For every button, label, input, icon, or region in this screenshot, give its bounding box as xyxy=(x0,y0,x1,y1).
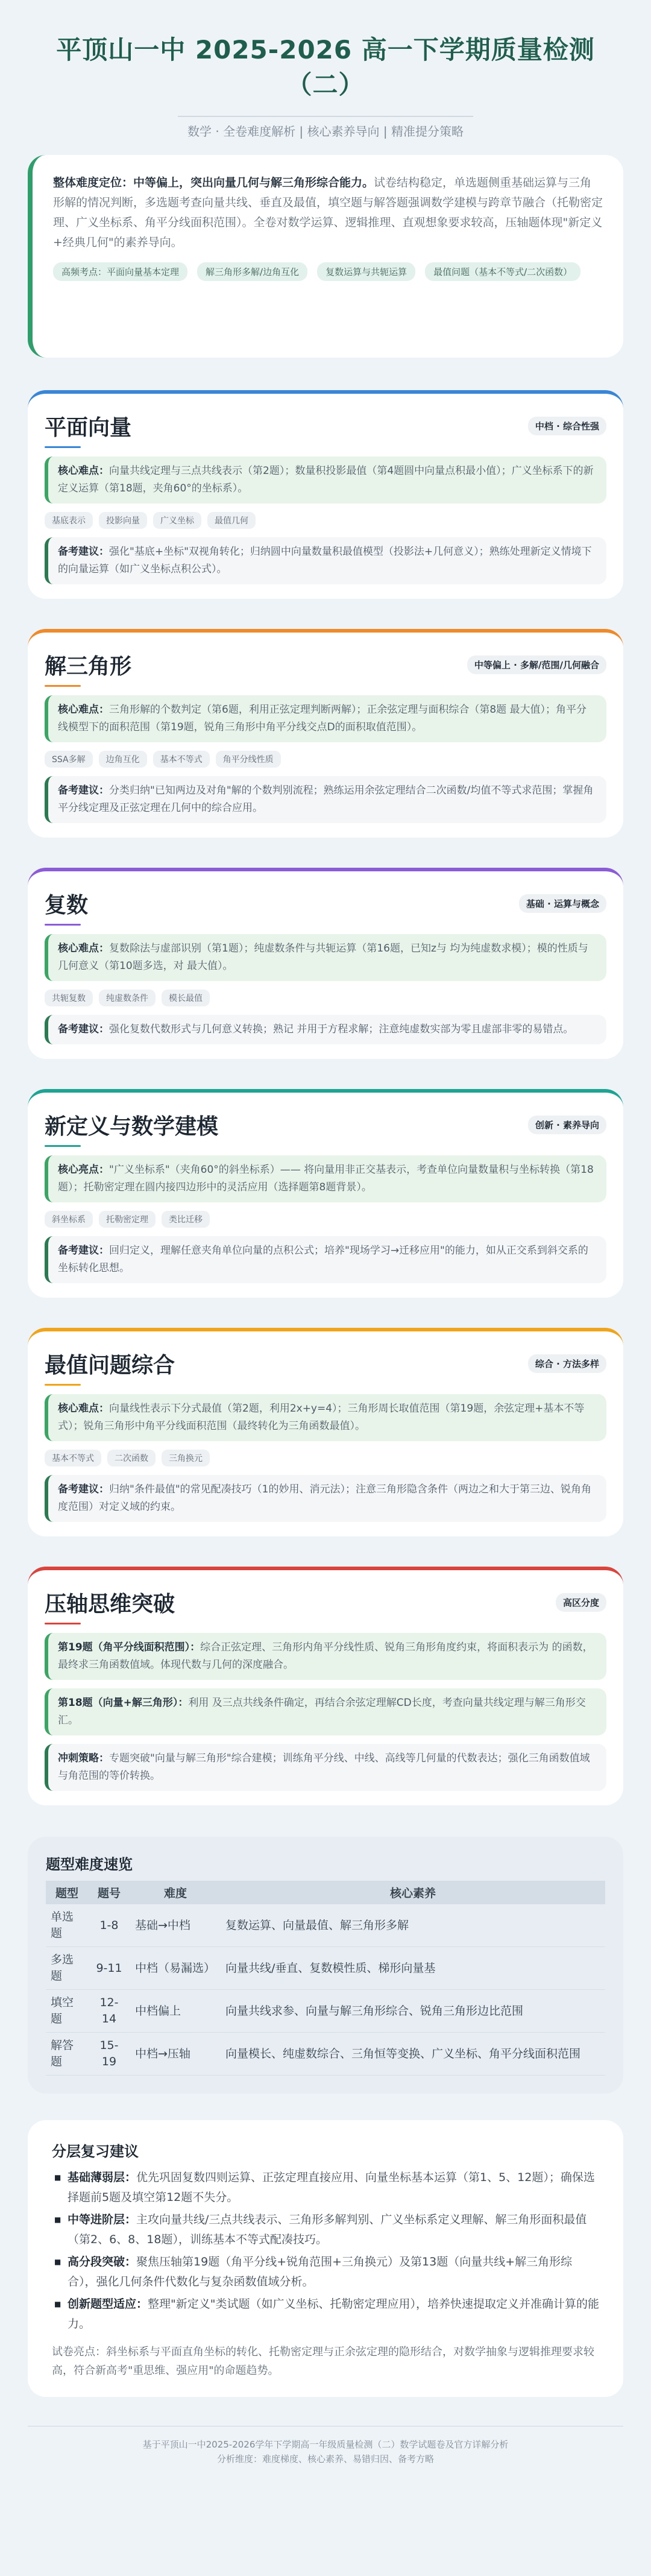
strategy-item-label: 中等进阶层： xyxy=(68,2213,137,2226)
difficulty-table-card xyxy=(28,1837,623,2094)
page-header xyxy=(28,24,623,139)
difficulty-box xyxy=(45,934,606,981)
table-header: 难度 xyxy=(130,1881,221,1904)
section-underline xyxy=(45,1384,81,1386)
question-label: 第18题（向量+解三角形）： xyxy=(58,1697,189,1709)
footer-line: 分析维度：难度梯度、核心素养、易错归因、备考方略 xyxy=(216,2454,434,2464)
overview-tag: 复数运算与共轭运算 xyxy=(317,262,415,281)
strategy-item xyxy=(52,2252,599,2292)
section-title: 平面向量 xyxy=(45,415,132,440)
chip-row xyxy=(45,751,606,768)
strategy-item-label: 创新题型适应： xyxy=(68,2297,148,2311)
chip: 广义坐标 xyxy=(153,512,201,529)
suggestion-box xyxy=(45,537,606,584)
suggestion-label: 备考建议： xyxy=(58,546,109,558)
overview-text xyxy=(53,173,603,253)
question-19-box xyxy=(45,1633,606,1680)
strategy-item-label: 高分段突破： xyxy=(68,2255,137,2268)
suggestion-text: 分类归纳"已知两边及对角"解的个数判别流程；熟练运用余弦定理结合二次函数/均值不等式求范围；掌握角平分线定理及正弦定理在几何中的综合应用。 xyxy=(58,784,594,814)
chip-row xyxy=(45,990,606,1006)
overview-body: 试卷结构稳定，单选题侧重基础运算与三角形解的情况判断，多选题考查向量共线、垂直及最值，填空题与解答题强调数学建模与跨章节融合（托勒密定理、广义坐标系、角平分线面积范围）。全卷对数学运算、逻辑推理、直观想象要求较高，压轴题体现"新定义+经典几何"的素养导向。 xyxy=(53,176,603,249)
suggestion-label: 备考建议： xyxy=(58,1245,109,1257)
overview-lead: 整体难度定位：中等偏上，突出向量几何与解三角形综合能力。 xyxy=(53,176,374,189)
chip: 基本不等式 xyxy=(45,1450,101,1466)
chip: 类比迁移 xyxy=(162,1211,210,1228)
section-underline xyxy=(45,1145,81,1147)
table-row xyxy=(46,2033,605,2076)
difficulty-box xyxy=(45,1394,606,1441)
difficulty-box xyxy=(45,695,606,742)
table-cell: 填空题 xyxy=(46,1990,88,2033)
chip-row xyxy=(45,1211,606,1228)
strategy-item-text: 主攻向量共线/三点共线表示、三角形多解判别、广义坐标系定义理解、解三角形面积最值（第2、6、8、18题），训练基本不等式配凑技巧。 xyxy=(68,2213,587,2246)
section-underline xyxy=(45,446,81,448)
table-header: 题号 xyxy=(88,1881,130,1904)
section-modeling xyxy=(28,1089,623,1298)
chip: 角平分线性质 xyxy=(216,751,281,768)
difficulty-box xyxy=(45,456,606,504)
difficulty-text: 复数除法与虚部识别（第1题）；纯虚数条件与共轭运算（第16题，已知z与 均为纯虚数求模）；模的性质与几何意义（第10题多选，对 最大值）。 xyxy=(58,942,588,972)
highlight-text: "广义坐标系"（夹角60°的斜坐标系）—— 将向量用非正交基表示，考查单位向量数量积与坐标转换（第18题）；托勒密定理在圆内接四边形中的灵活应用（选择题第8题背景）。 xyxy=(58,1164,594,1193)
table-cell: 向量共线求参、向量与解三角形综合、锐角三角形边比范围 xyxy=(221,1990,605,2033)
table-cell: 向量模长、纯虚数综合、三角恒等变换、广义坐标、角平分线面积范围 xyxy=(221,2033,605,2076)
section-title: 压轴思维突破 xyxy=(45,1592,175,1617)
table-cell: 多选题 xyxy=(46,1947,88,1990)
table-row xyxy=(46,1904,605,1947)
strategy-label: 冲刺策略： xyxy=(58,1752,109,1764)
strategy-item xyxy=(52,2210,599,2250)
question-text: 综合正弦定理、三角形内角平分线性质、锐角三角形角度约束，将面积表示为 的函数，最终求三角函数值域。体现代数与几何的深度融合。 xyxy=(58,1641,593,1671)
chip: 最值几何 xyxy=(207,512,256,529)
suggestion-label: 备考建议： xyxy=(58,1023,109,1035)
section-underline xyxy=(45,685,81,687)
table-header-row xyxy=(46,1881,605,1904)
page-footer xyxy=(28,2426,623,2466)
table-title: 题型难度速览 xyxy=(46,1856,133,1873)
suggestion-label: 备考建议： xyxy=(58,1483,109,1495)
strategy-item-text: 聚焦压轴第19题（角平分线+锐角范围+三角换元）及第13题（向量共线+解三角形综合），强化几何条件代数化与复杂函数值域分析。 xyxy=(68,2255,573,2288)
highlight-label: 核心亮点： xyxy=(58,1164,109,1176)
strategy-item xyxy=(52,2168,599,2208)
section-title: 解三角形 xyxy=(45,654,132,679)
strategy-closing: 试卷亮点：斜坐标系与平面直角坐标的转化、托勒密定理与正余弦定理的隐形结合，对数学抽象与逻辑推理要求较高，符合新高考"重思维、强应用"的命题趋势。 xyxy=(52,2346,594,2377)
section-underline xyxy=(45,924,81,926)
strategy-item-label: 基础薄弱层： xyxy=(68,2171,137,2184)
chip: 基本不等式 xyxy=(153,751,210,768)
section-triangle xyxy=(28,629,623,838)
suggestion-label: 备考建议： xyxy=(58,784,109,797)
page-subtitle: 数学 · 全卷难度解析 | 核心素养导向 | 精准提分策略 xyxy=(178,116,473,139)
suggestion-box xyxy=(45,1236,606,1283)
chip-row xyxy=(45,1450,606,1466)
chip: 共轭复数 xyxy=(45,990,93,1006)
suggestion-box xyxy=(45,1475,606,1522)
suggestion-box xyxy=(45,1015,606,1044)
suggestion-text: 回归定义，理解任意夹角单位向量的点积公式；培养"现场学习→迁移应用"的能力，如从正交系到斜交系的坐标转化思想。 xyxy=(58,1245,588,1274)
difficulty-text: 三角形解的个数判定（第6题，利用正弦定理判断两解）；正余弦定理与面积综合（第8题 最大值）；角平分线模型下的面积范围（第19题，锐角三角形中角平分线交点D的面积取值范围）。 xyxy=(58,704,587,733)
section-underline xyxy=(45,1623,81,1624)
difficulty-text: 向量共线定理与三点共线表示（第2题）；数量积投影最值（第4题圆中向量点积最小值）；广义坐标系下的新定义运算（第18题，夹角60°的坐标系）。 xyxy=(58,465,594,494)
section-vector xyxy=(28,390,623,599)
section-badge: 高区分度 xyxy=(556,1593,606,1612)
suggestion-text: 强化"基底+坐标"双视角转化；归纳圆中向量数量积最值模型（投影法+几何意义）；熟练处理新定义情境下的向量运算（如广义坐标点积公式）。 xyxy=(58,546,592,575)
section-extreme xyxy=(28,1328,623,1536)
sprint-strategy-box xyxy=(45,1744,606,1791)
table-row xyxy=(46,1990,605,2033)
chip: 托勒密定理 xyxy=(99,1211,156,1228)
difficulty-label: 核心难点： xyxy=(58,942,109,955)
table-header: 核心素养 xyxy=(221,1881,605,1904)
chip: 斜坐标系 xyxy=(45,1211,93,1228)
section-title: 复数 xyxy=(45,893,89,918)
strategy-item xyxy=(52,2294,599,2334)
review-strategy-card xyxy=(28,2120,623,2397)
section-final xyxy=(28,1567,623,1805)
chip: 三角换元 xyxy=(162,1450,210,1466)
strategy-item-text: 整理"新定义"类试题（如广义坐标、托勒密定理应用），培养快速提取定义并准确计算的能力。 xyxy=(68,2297,599,2331)
table-row xyxy=(46,1947,605,1990)
chip: 模长最值 xyxy=(162,990,210,1006)
chip: 边角互化 xyxy=(99,751,147,768)
footer-line: 基于平顶山一中2025-2026学年下学期高一年级质量检测（二）数学试题卷及官方详解分析 xyxy=(142,2439,509,2450)
section-badge: 综合 · 方法多样 xyxy=(528,1354,606,1373)
chip: 纯虚数条件 xyxy=(99,990,156,1006)
overview-tag: 高频考点：平面向量基本定理 xyxy=(53,262,187,281)
overview-tag: 解三角形多解/边角互化 xyxy=(197,262,307,281)
table-cell: 基础→中档 xyxy=(130,1904,221,1947)
suggestion-box xyxy=(45,776,606,823)
section-title: 最值问题综合 xyxy=(45,1353,175,1378)
table-header: 题型 xyxy=(46,1881,88,1904)
table-cell: 复数运算、向量最值、解三角形多解 xyxy=(221,1904,605,1947)
strategy-list xyxy=(52,2168,599,2334)
section-badge: 中档 · 综合性强 xyxy=(528,417,606,435)
difficulty-label: 核心难点： xyxy=(58,1403,109,1415)
strategy-text: 专题突破"向量与解三角形"综合建模；训练角平分线、中线、高线等几何量的代数表达；强化三角函数值域与角范围的等价转换。 xyxy=(58,1752,590,1782)
table-cell: 中档偏上 xyxy=(130,1990,221,2033)
chip-row xyxy=(45,512,606,529)
suggestion-text: 强化复数代数形式与几何意义转换；熟记 并用于方程求解；注意纯虚数实部为零且虚部非零的易错点。 xyxy=(109,1023,574,1035)
difficulty-table xyxy=(46,1881,605,2076)
page-title: 平顶山一中 2025-2026 高一下学期质量检测（二） xyxy=(56,35,595,99)
table-cell: 1-8 xyxy=(88,1904,130,1947)
question-text: 利用 及三点共线条件确定，再结合余弦定理解CD长度，考查向量共线定理与解三角形交汇。 xyxy=(58,1697,586,1726)
question-label: 第19题（角平分线面积范围）： xyxy=(58,1641,201,1653)
table-cell: 单选题 xyxy=(46,1904,88,1947)
section-complex xyxy=(28,868,623,1059)
section-badge: 基础 · 运算与概念 xyxy=(519,894,606,913)
table-cell: 解答题 xyxy=(46,2033,88,2076)
strategy-item-text: 优先巩固复数四则运算、正弦定理直接应用、向量坐标基本运算（第1、5、12题）；确保选择题前5题及填空第12题不失分。 xyxy=(68,2171,595,2204)
table-cell: 中档→压轴 xyxy=(130,2033,221,2076)
difficulty-text: 向量线性表示下分式最值（第2题，利用2x+y=4）；三角形周长取值范围（第19题，余弦定理+基本不等式）；锐角三角形中角平分线面积范围（最终转化为三角函数最值）。 xyxy=(58,1403,585,1432)
section-badge: 创新 · 素养导向 xyxy=(528,1116,606,1134)
strategy-title: 分层复习建议 xyxy=(52,2143,139,2160)
table-cell: 向量共线/垂直、复数模性质、梯形向量基 xyxy=(221,1947,605,1990)
chip: SSA多解 xyxy=(45,751,93,768)
table-cell: 12-14 xyxy=(88,1990,130,2033)
highlight-box xyxy=(45,1155,606,1202)
chip: 投影向量 xyxy=(99,512,147,529)
suggestion-text: 归纳"条件最值"的常见配凑技巧（1的妙用、消元法）；注意三角形隐含条件（两边之和大于第三边、锐角角度范围）对定义域的约束。 xyxy=(58,1483,591,1513)
chip: 二次函数 xyxy=(107,1450,156,1466)
difficulty-label: 核心难点： xyxy=(58,704,109,716)
overview-tags xyxy=(53,262,603,281)
table-cell: 15-19 xyxy=(88,2033,130,2076)
table-cell: 中档（易漏选） xyxy=(130,1947,221,1990)
overview-card xyxy=(28,155,623,358)
table-cell: 9-11 xyxy=(88,1947,130,1990)
question-18-box xyxy=(45,1688,606,1735)
difficulty-label: 核心难点： xyxy=(58,465,109,477)
overview-tag: 最值问题（基本不等式/二次函数） xyxy=(425,262,580,281)
section-badge: 中等偏上 · 多解/范围/几何融合 xyxy=(467,655,606,674)
chip: 基底表示 xyxy=(45,512,93,529)
section-title: 新定义与数学建模 xyxy=(45,1114,219,1139)
